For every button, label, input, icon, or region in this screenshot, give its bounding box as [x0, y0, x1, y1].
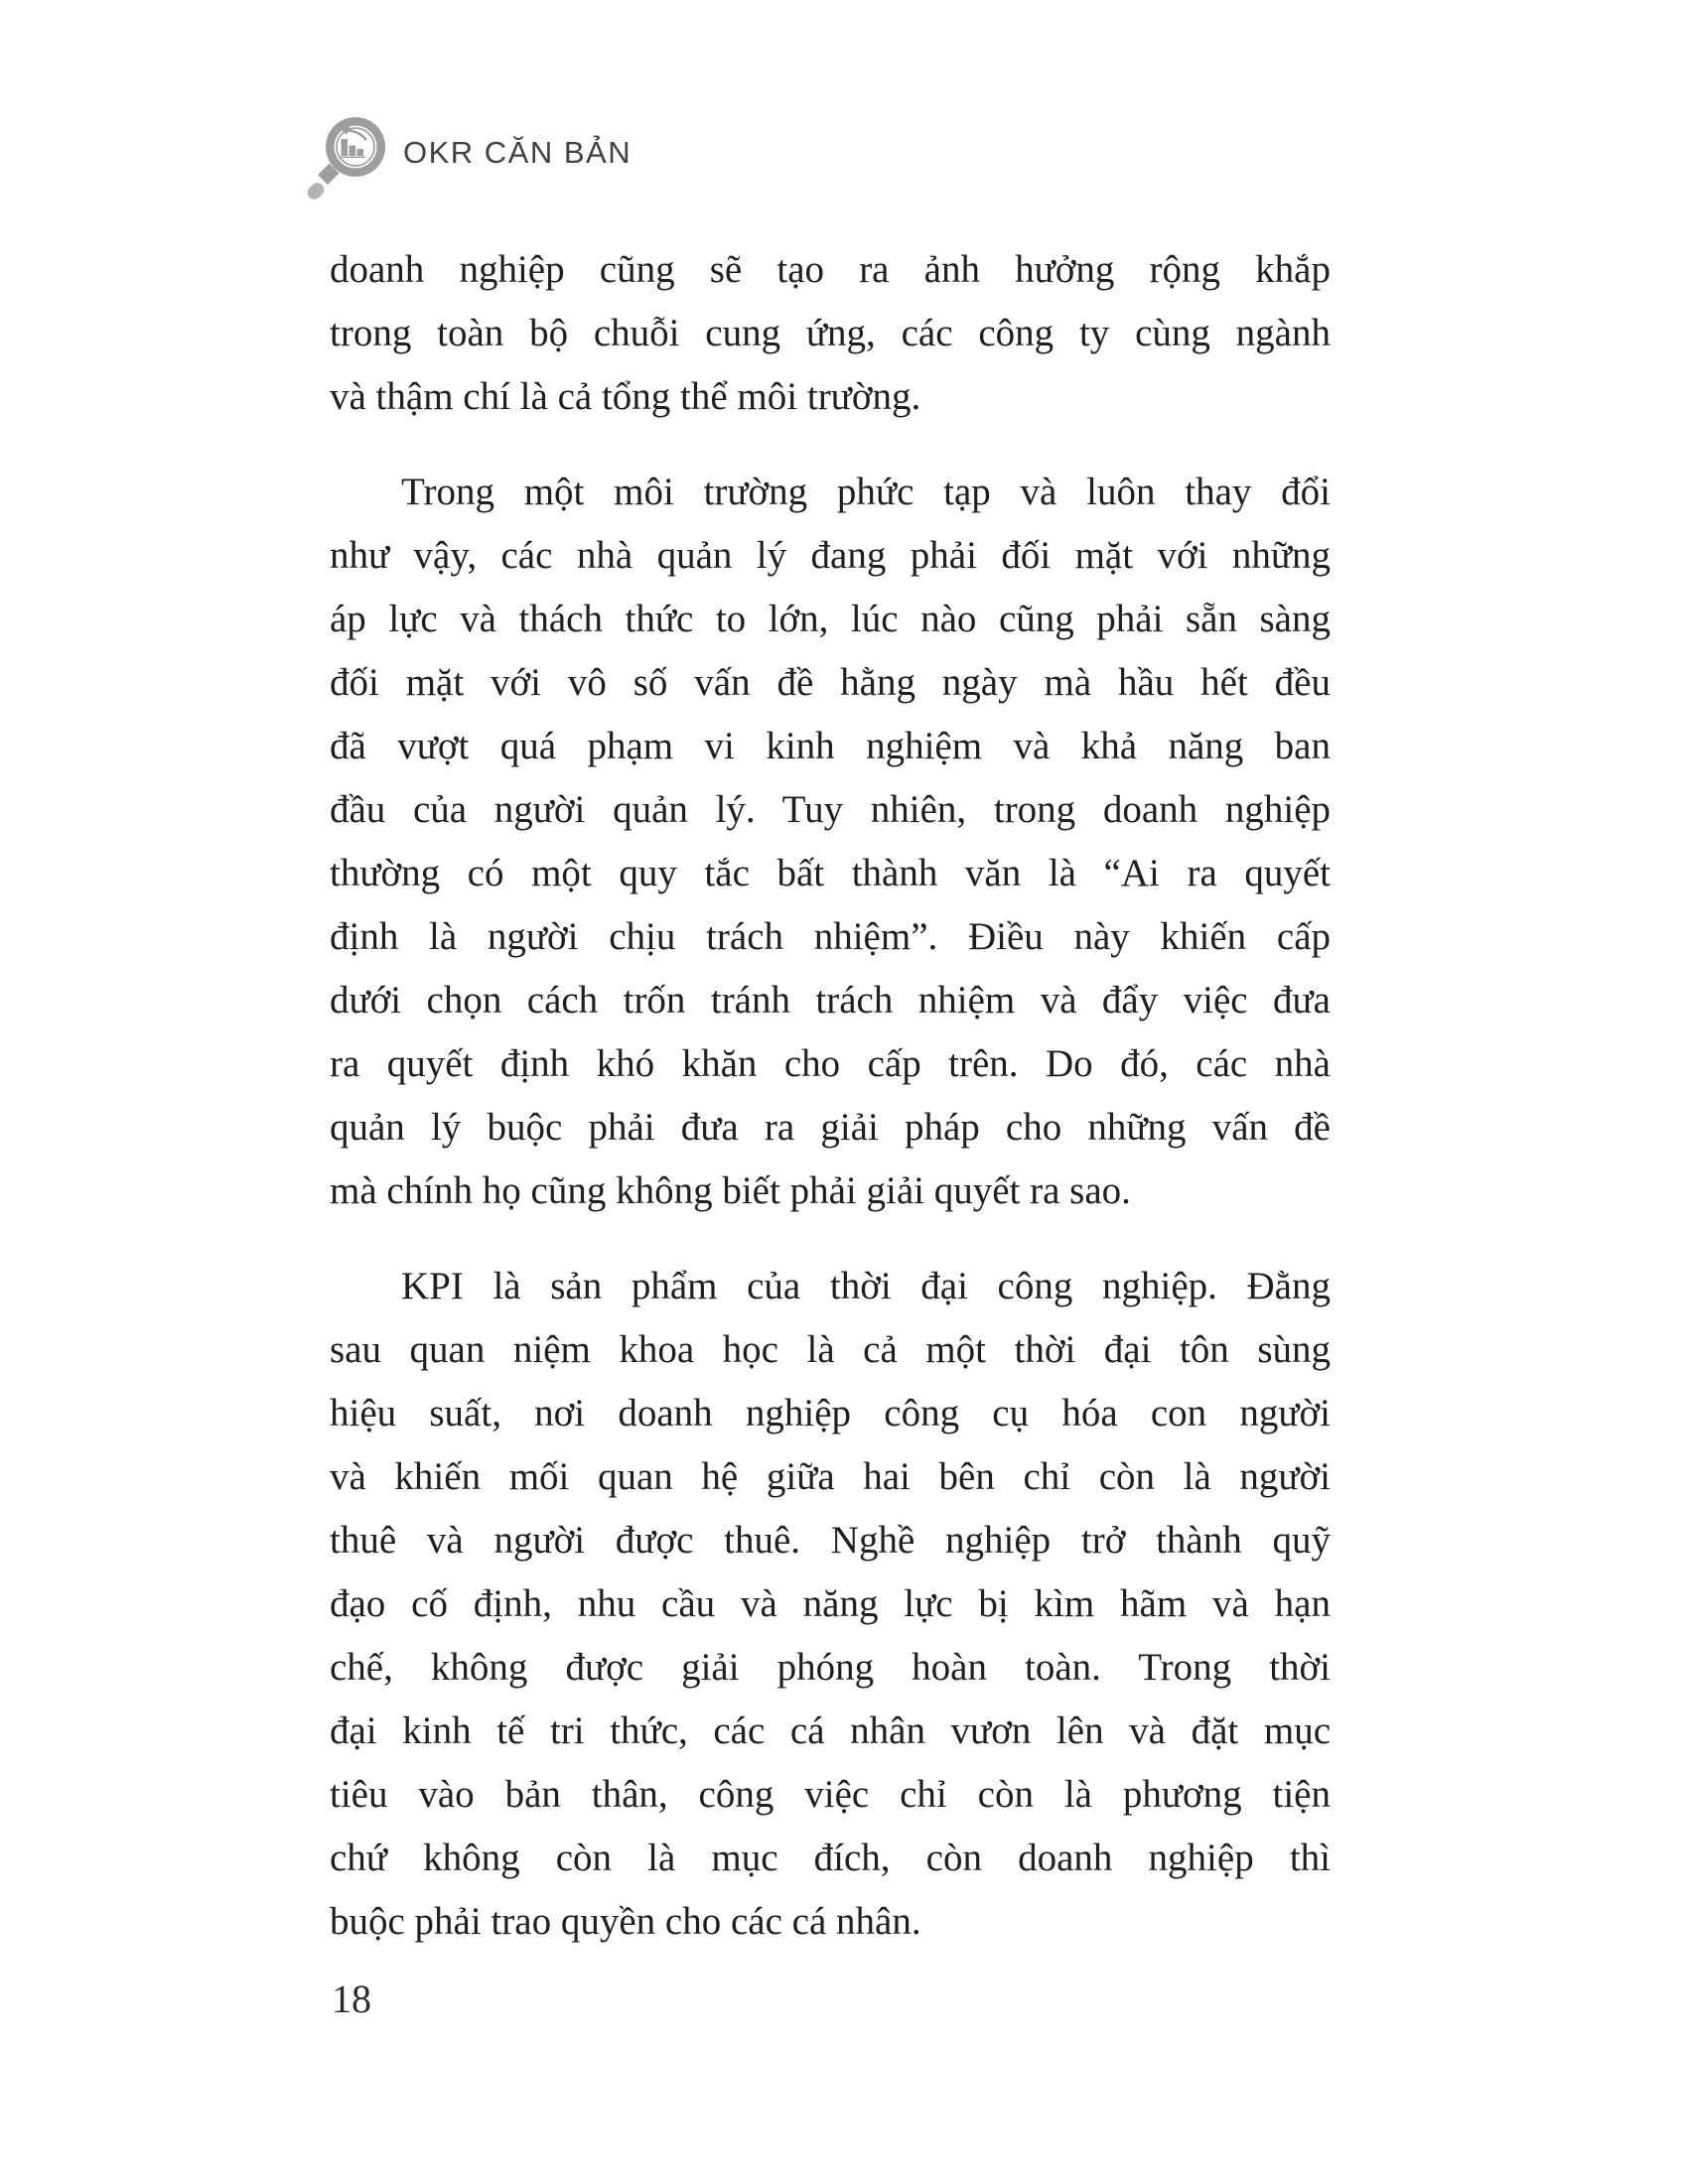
text-block — [330, 238, 1331, 1985]
text-line: đối mặt với vô số vấn đề hằng ngày mà hầu hết đều — [330, 661, 1331, 704]
paragraph — [330, 461, 1331, 1223]
paragraph — [330, 238, 1331, 429]
text-line: trong toàn bộ chuỗi cung ứng, các công ty cùng ngành — [330, 312, 1331, 354]
text-line: doanh nghiệp cũng sẽ tạo ra ảnh hưởng rộng khắp — [330, 248, 1331, 291]
text-line: hiệu suất, nơi doanh nghiệp công cụ hóa con người — [330, 1392, 1331, 1434]
text-line: chứ không còn là mục đích, còn doanh nghiệp thì — [330, 1837, 1331, 1879]
text-line: và khiến mối quan hệ giữa hai bên chỉ còn là người — [330, 1455, 1331, 1498]
text-line: như vậy, các nhà quản lý đang phải đối mặt với những — [330, 534, 1331, 577]
page-number: 18 — [332, 1977, 371, 2021]
text-line: và thậm chí là cả tổng thể môi trường. — [330, 375, 921, 418]
text-line: chế, không được giải phóng hoàn toàn. Trong thời — [330, 1646, 1331, 1689]
text-line: buộc phải trao quyền cho các cá nhân. — [330, 1900, 921, 1943]
text-line: đại kinh tế tri thức, các cá nhân vươn lên và đặt mục — [330, 1709, 1331, 1752]
page-header-title: OKR CĂN BẢN — [403, 135, 633, 170]
text-line: thường có một quy tắc bất thành văn là “Ai ra quyết — [330, 852, 1331, 894]
magnifier-bar-chart-icon — [296, 102, 395, 206]
page-header — [296, 102, 991, 211]
text-line: áp lực và thách thức to lớn, lúc nào cũng phải sẵn sàng — [330, 598, 1331, 640]
text-line: thuê và người được thuê. Nghề nghiệp trở thành quỹ — [330, 1519, 1331, 1562]
text-line: dưới chọn cách trốn tránh trách nhiệm và đẩy việc đưa — [330, 979, 1331, 1022]
paragraph — [330, 1255, 1331, 1954]
text-line: mà chính họ cũng không biết phải giải quyết ra sao. — [330, 1169, 1131, 1212]
text-line: quản lý buộc phải đưa ra giải pháp cho những vấn đề — [330, 1106, 1331, 1149]
text-line: Trong một môi trường phức tạp và luôn thay đổi — [401, 471, 1331, 513]
text-line: sau quan niệm khoa học là cả một thời đại tôn sùng — [330, 1328, 1331, 1371]
text-line: đầu của người quản lý. Tuy nhiên, trong doanh nghiệp — [330, 788, 1331, 831]
text-line: định là người chịu trách nhiệm”. Điều này khiến cấp — [330, 915, 1331, 958]
text-line: ra quyết định khó khăn cho cấp trên. Do đó, các nhà — [330, 1042, 1331, 1085]
text-line: tiêu vào bản thân, công việc chỉ còn là phương tiện — [330, 1773, 1331, 1816]
text-line: đã vượt quá phạm vi kinh nghiệm và khả năng ban — [330, 725, 1331, 767]
text-line: KPI là sản phẩm của thời đại công nghiệp. Đằng — [401, 1265, 1331, 1307]
text-line: đạo cố định, nhu cầu và năng lực bị kìm hãm và hạn — [330, 1582, 1331, 1625]
